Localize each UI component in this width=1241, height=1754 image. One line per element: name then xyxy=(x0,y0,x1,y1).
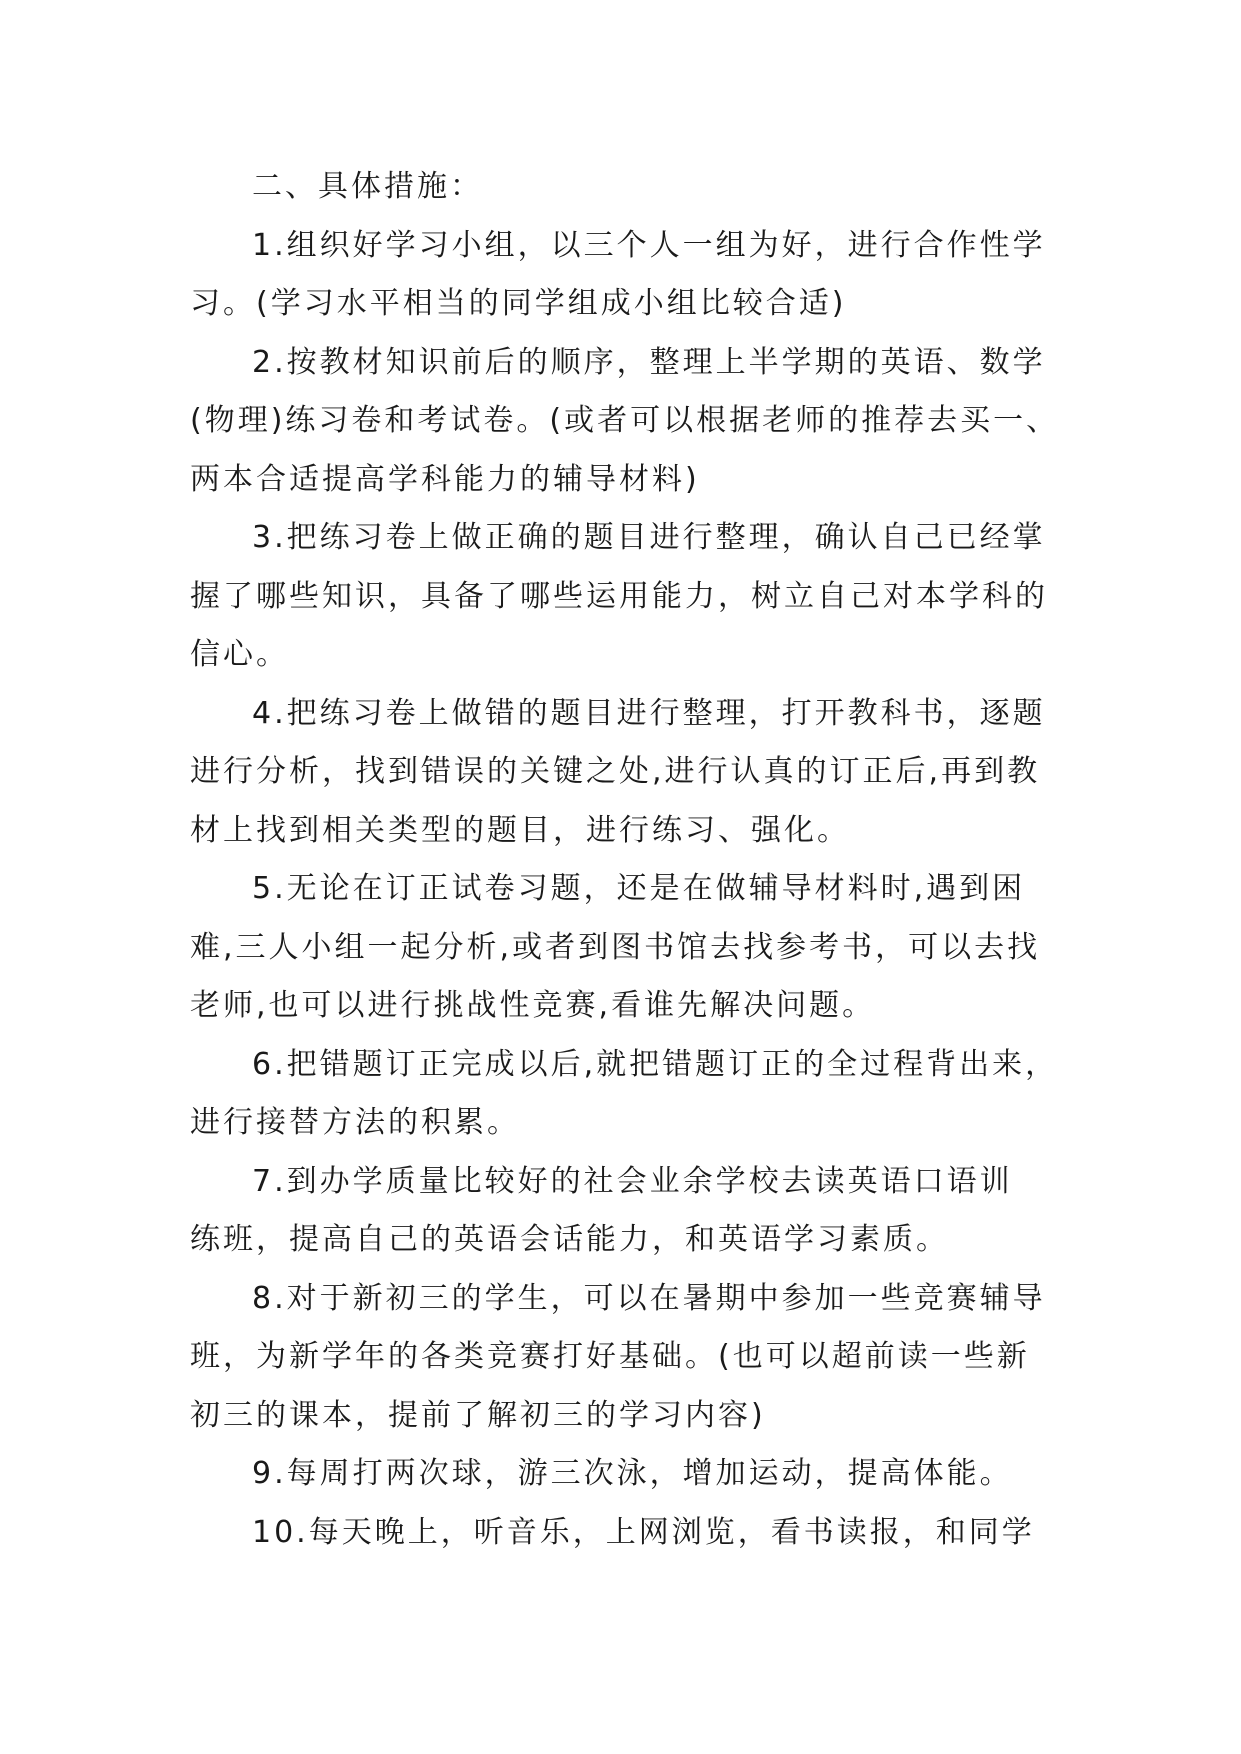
item-7-line-2: 练班，提高自己的英语会话能力，和英语学习素质。 xyxy=(190,1222,949,1257)
item-3-line-3: 信心。 xyxy=(190,637,289,672)
item-7-line-1: 7.到办学质量比较好的社会业余学校去读英语口语训 xyxy=(252,1163,1013,1199)
item-3-line-1: 3.把练习卷上做正确的题目进行整理，确认自己已经掌 xyxy=(252,520,1046,555)
item-2-line-1: 2.按教材知识前后的顺序，整理上半学期的英语、数学 xyxy=(252,344,1046,380)
item-8-line-2: 班，为新学年的各类竞赛打好基础。(也可以超前读一些新 xyxy=(190,1339,1030,1374)
item-5-line-1: 5.无论在订正试卷习题，还是在做辅导材料时,遇到困 xyxy=(252,871,1026,906)
item-9-line-1: 9.每周打两次球，游三次泳，增加运动，提高体能。 xyxy=(252,1456,1013,1491)
item-5-line-2: 难,三人小组一起分析,或者到图书馆去找参考书，可以去找 xyxy=(190,929,1041,965)
item-5-line-3: 老师,也可以进行挑战性竞赛,看谁先解决问题。 xyxy=(190,988,876,1023)
item-4-line-3: 材上找到相关类型的题目，进行练习、强化。 xyxy=(190,812,850,848)
section-heading: 二、具体措施： xyxy=(252,169,483,204)
item-3-line-2: 握了哪些知识，具备了哪些运用能力，树立自己对本学科的 xyxy=(190,578,1048,614)
item-4-line-1: 4.把练习卷上做错的题目进行整理，打开教科书，逐题 xyxy=(252,695,1046,731)
item-8-line-3: 初三的课本，提前了解初三的学习内容) xyxy=(190,1397,766,1433)
item-2-line-3: 两本合适提高学科能力的辅导材料) xyxy=(190,461,700,497)
item-1-line-2: 习。(学习水平相当的同学组成小组比较合适) xyxy=(190,286,847,321)
item-8-line-1: 8.对于新初三的学生，可以在暑期中参加一些竞赛辅导 xyxy=(252,1280,1046,1316)
document-body xyxy=(190,158,1070,1562)
item-10-line-1: 10.每天晚上，听音乐，上网浏览，看书读报，和同学 xyxy=(252,1514,1035,1550)
item-2-line-2: (物理)练习卷和考试卷。(或者可以根据老师的推荐去买一、 xyxy=(190,403,1060,438)
item-6-line-1: 6.把错题订正完成以后,就把错题订正的全过程背出来， xyxy=(252,1046,1059,1082)
item-6-line-2: 进行接替方法的积累。 xyxy=(190,1105,520,1140)
item-4-line-2: 进行分析，找到错误的关键之处,进行认真的订正后,再到教 xyxy=(190,754,1041,789)
item-1-line-1: 1.组织好学习小组，以三个人一组为好，进行合作性学 xyxy=(252,227,1046,263)
